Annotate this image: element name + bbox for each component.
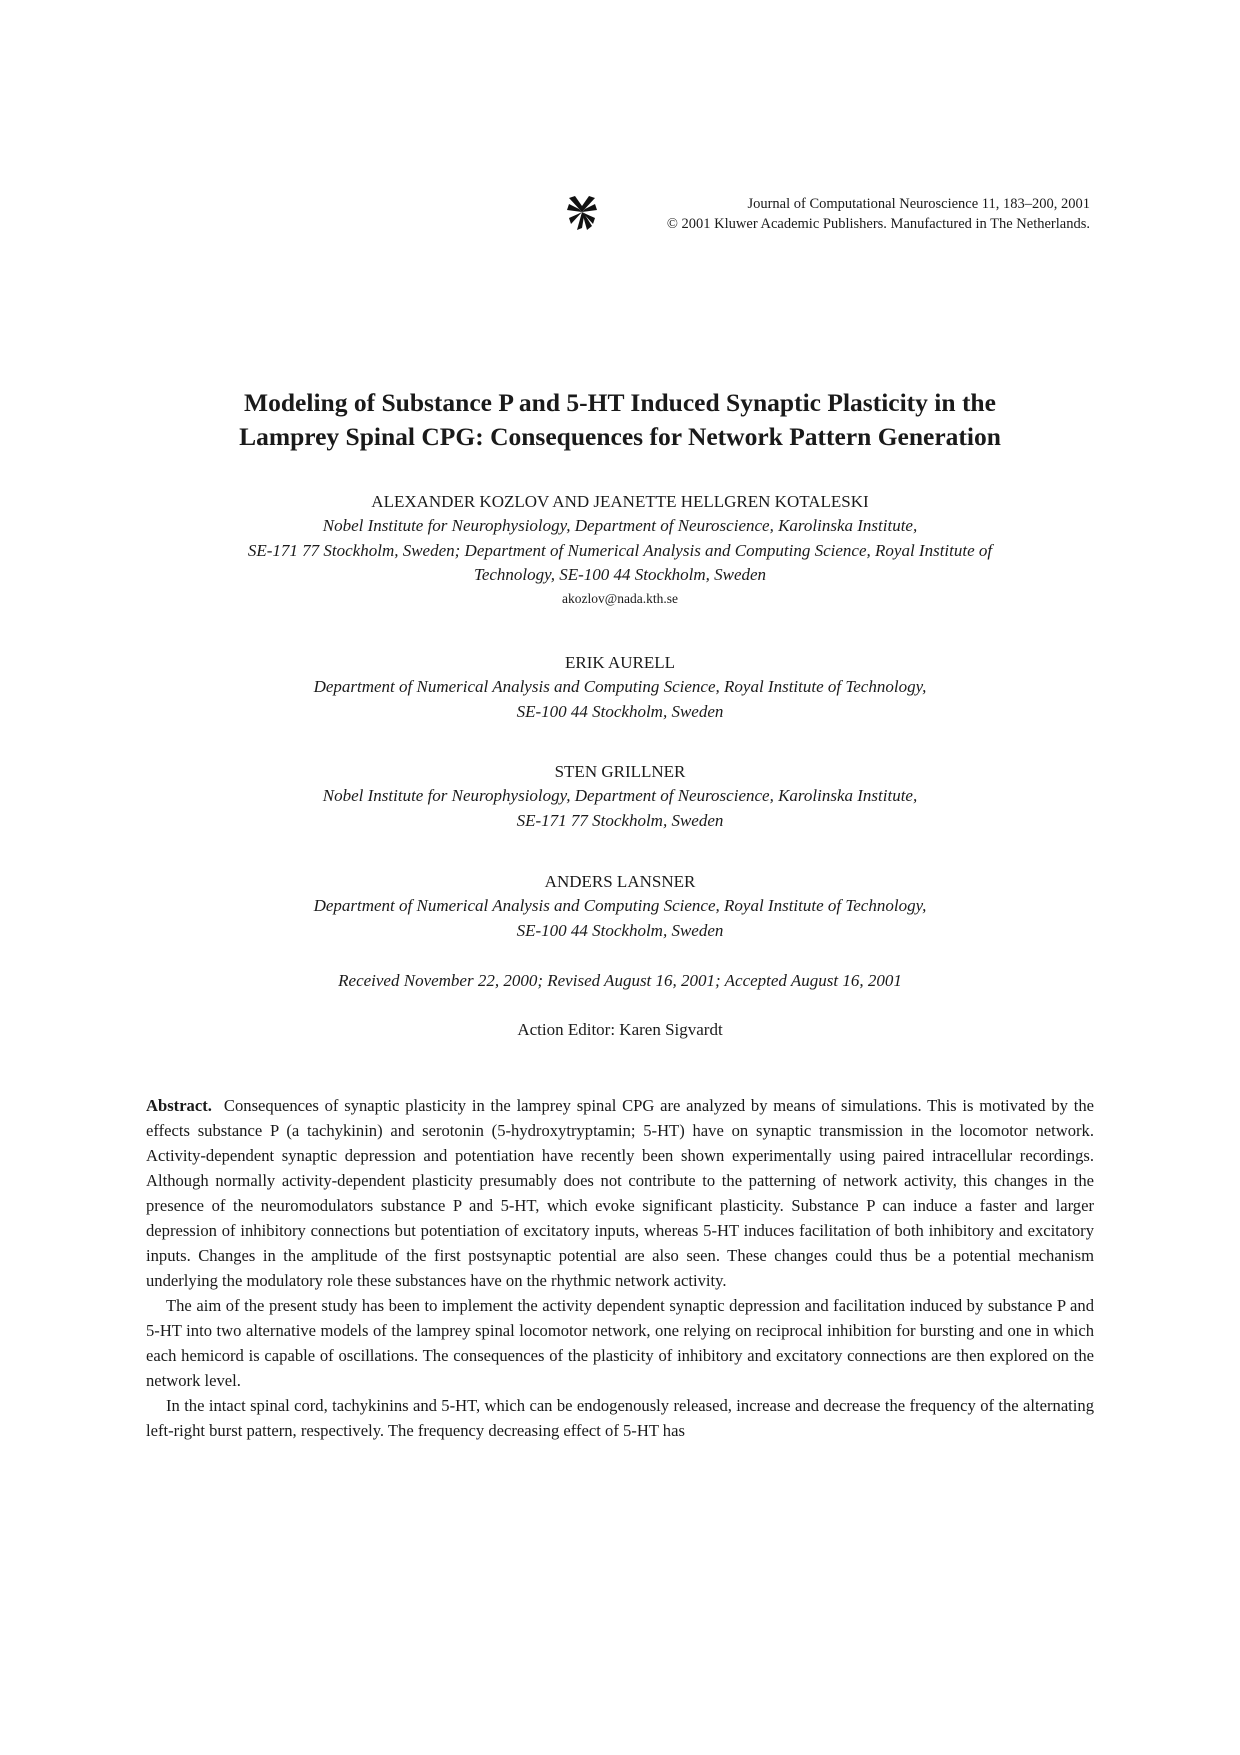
title-line-1: Modeling of Substance P and 5-HT Induced Synaptic Plasticity in the xyxy=(244,388,996,417)
affiliation-line: SE-100 44 Stockholm, Sweden xyxy=(516,920,724,940)
affiliation-line: Department of Numerical Analysis and Computing Science, Royal Institute of Technology, xyxy=(313,677,927,696)
affiliation-line: Nobel Institute for Neurophysiology, Department of Neuroscience, Karolinska Institute, xyxy=(322,786,918,805)
author-name: STEN GRILLNER xyxy=(554,762,686,781)
copyright-line: © 2001 Kluwer Academic Publishers. Manufactured in The Netherlands. xyxy=(666,216,1090,232)
author-block-1 xyxy=(100,490,1140,610)
abstract-text: Consequences of synaptic plasticity in the lamprey spinal CPG are analyzed by means of simulations. This is motivated by the effects substance P (a tachykinin) and serotonin (5-hydroxytryptamin; 5-HT) have on synaptic transmission in the locomotor network. Activity-dependent synaptic depression and potentiation have recently been shown experimentally using paired intracellular recordings. Although normally activity-dependent plasticity presumably does not contribute to the patterning of network activity, this changes in the presence of the neuromodulators substance P and 5-HT, which evoke significant plasticity. Substance P can induce a faster and larger depression of inhibitory connections but potentiation of excitatory inputs, whereas 5-HT induces facilitation of both inhibitory and excitatory inputs. Changes in the amplitude of the first postsynaptic potential are also seen. These changes could thus be a potential mechanism underlying the modulatory role these substances have on the rhythmic network activity. xyxy=(146,1096,1094,1290)
author-block-3 xyxy=(100,760,1140,833)
affiliation-line: SE-171 77 Stockholm, Sweden; Department of Numerical Analysis and Computing Science, Royal Institute of xyxy=(247,540,993,560)
author-block-2 xyxy=(100,651,1140,724)
author-name: ANDERS LANSNER xyxy=(544,872,696,891)
abstract-paragraph-3: In the intact spinal cord, tachykinins and 5-HT, which can be endogenously released, increase and decrease the frequency of the alternating left-right burst pattern, respectively. The frequency decreasing effect of 5-HT has xyxy=(146,1396,1094,1440)
author-name: ERIK AURELL xyxy=(564,653,676,672)
journal-citation: Journal of Computational Neuroscience 11, 183–200, 2001 xyxy=(747,196,1090,212)
abstract-paragraph-2: The aim of the present study has been to implement the activity dependent synaptic depression and facilitation induced by substance P and 5-HT into two alternative models of the lamprey spinal locomotor network, one relying on reciprocal inhibition for bursting and one in which each hemicord is capable of oscillations. The consequences of the plasticity of inhibitory and excitatory connections are then explored on the network level. xyxy=(146,1296,1094,1390)
affiliation-line: Department of Numerical Analysis and Computing Science, Royal Institute of Technology, xyxy=(313,896,927,915)
paper-title xyxy=(100,386,1140,454)
received-dates: Received November 22, 2000; Revised August 16, 2001; Accepted August 16, 2001 xyxy=(338,971,902,990)
author-email: akozlov@nada.kth.se xyxy=(562,590,678,606)
affiliation-line: Technology, SE-100 44 Stockholm, Sweden xyxy=(473,565,767,584)
abstract-paragraph-1 xyxy=(146,1093,1094,1293)
journal-header xyxy=(560,190,1090,242)
author-block-4 xyxy=(100,870,1140,943)
abstract-label: Abstract. xyxy=(146,1096,212,1115)
action-editor: Action Editor: Karen Sigvardt xyxy=(517,1020,723,1039)
affiliation-line: SE-100 44 Stockholm, Sweden xyxy=(516,701,724,721)
affiliation-line: SE-171 77 Stockholm, Sweden xyxy=(516,810,724,830)
abstract xyxy=(146,1093,1094,1443)
publisher-logo-icon xyxy=(565,192,599,232)
author-name: ALEXANDER KOZLOV AND JEANETTE HELLGREN KOTALESKI xyxy=(371,492,869,511)
affiliation-line: Nobel Institute for Neurophysiology, Department of Neuroscience, Karolinska Institute, xyxy=(322,516,918,535)
title-line-2: Lamprey Spinal CPG: Consequences for Network Pattern Generation xyxy=(239,422,1001,451)
